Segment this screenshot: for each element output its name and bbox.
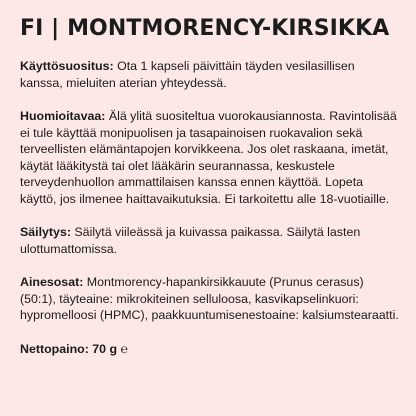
usage-label: Käyttösuositus: <box>20 59 114 73</box>
usage-text: Ota 1 kapseli päivittäin täyden vesilasillisen kanssa, mieluiten aterian yhteydessä. <box>20 59 355 90</box>
storage-label: Säilytys: <box>20 225 71 239</box>
net-weight-section <box>20 341 400 358</box>
warning-label: Huomioitavaa: <box>20 109 106 123</box>
warning-text: Älä ylitä suositeltua vuorokausiannosta. Ravintolisää ei tule käyttää monipuolisen ja tasapainoisen ruokavalion sekä terveellisten elämäntapojen korvikkeena. Jos olet raskaana, imetät, käytät lääkitystä tai olet lääkärin seurannassa, keskustele terveydenhuollon ammattilaisen kanssa ennen käyttöä. Lopeta käyttö, jos ilmenee haittavaikutuksia. Ei tarkoitettu alle 18-vuotiaille. <box>20 109 397 206</box>
page-title: FI | MONTMORENCY-KIRSIKKA <box>20 16 390 41</box>
ingredients-label: Ainesosat: <box>20 275 84 289</box>
net-weight-label: Nettopaino: 70 g ℮ <box>20 341 128 356</box>
label-text-panel <box>20 16 400 357</box>
storage-text: Säilytä viileässä ja kuivassa paikassa. Säilytä lasten ulottumattomissa. <box>20 225 361 256</box>
warning-section <box>20 108 400 207</box>
ingredients-text: Montmorency-hapankirsikkauute (Prunus cerasus) (50:1), täyteaine: mikrokiteinen selluloosa, kasvikapselinkuori: hypromelloosi (HPMC), paakkuuntumisenestoaine: kalsiumstearaatti. <box>20 275 399 322</box>
ingredients-section <box>20 274 400 324</box>
storage-section <box>20 224 400 257</box>
usage-section <box>20 58 400 91</box>
